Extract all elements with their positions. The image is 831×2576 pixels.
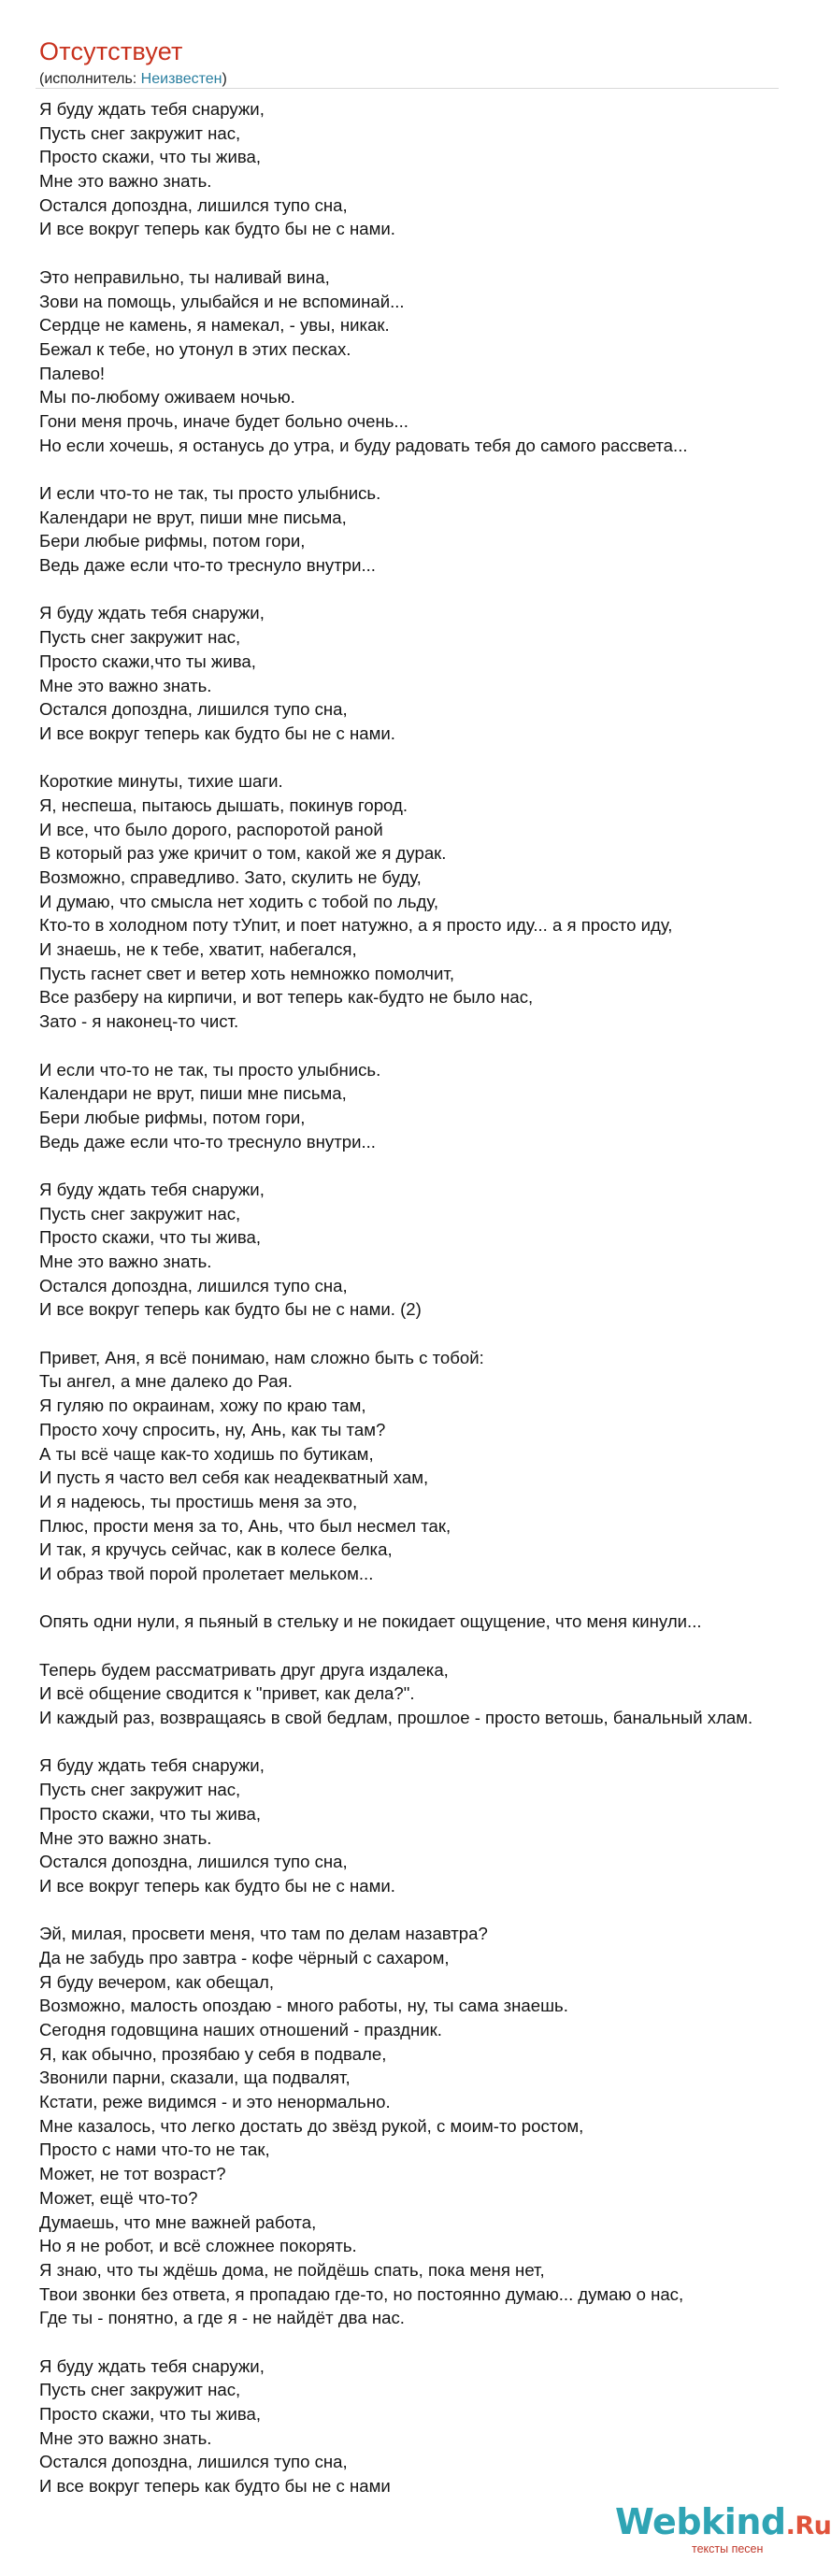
lyric-line: Просто скажи,что ты жива, bbox=[39, 651, 256, 671]
artist-link[interactable]: Неизвестен bbox=[140, 71, 222, 87]
lyric-line: И если что-то не так, ты просто улыбнись. bbox=[39, 483, 381, 503]
lyric-line: Кстати, реже видимся - и это ненормально. bbox=[39, 2092, 391, 2112]
lyric-line: В который раз уже кричит о том, какой же я дурак. bbox=[39, 843, 447, 864]
lyric-line: Пусть снег закружит нас, bbox=[39, 122, 241, 143]
lyric-line: Но я не робот, и всё сложнее покорять. bbox=[39, 2236, 357, 2256]
lyric-line: Просто скажи, что ты жива, bbox=[39, 2404, 262, 2424]
lyric-line: Остался допоздна, лишился тупо сна, bbox=[39, 1275, 348, 1295]
lyric-line: Ты ангел, а мне далеко до Рая. bbox=[39, 1371, 293, 1392]
lyric-line: Это неправильно, ты наливай вина, bbox=[39, 266, 330, 287]
lyric-line: Гони меня прочь, иначе будет больно очень... bbox=[39, 410, 408, 431]
lyric-line: Может, не тот возраст? bbox=[39, 2164, 226, 2184]
lyric-line: Просто скажи, что ты жива, bbox=[39, 147, 262, 167]
logo-name: Webkind bbox=[615, 2501, 786, 2542]
stanza-break bbox=[39, 457, 811, 481]
lyric-line: Я, неспеша, пытаюсь дышать, покинув город. bbox=[39, 794, 408, 815]
lyric-line: Бери любые рифмы, потом гори, bbox=[39, 1107, 306, 1127]
lyric-line: Я буду ждать тебя снаружи, bbox=[39, 603, 265, 623]
lyric-line: Я буду ждать тебя снаружи, bbox=[39, 1755, 265, 1776]
lyric-line: Остался допоздна, лишился тупо сна, bbox=[39, 699, 348, 720]
artist-suffix: ) bbox=[222, 71, 227, 87]
lyric-line: Палево! bbox=[39, 363, 106, 383]
logo-tagline: тексты песен bbox=[692, 2542, 764, 2555]
lyric-line: Бери любые рифмы, потом гори, bbox=[39, 531, 306, 551]
lyric-line: И так, я кручусь сейчас, как в колесе белка, bbox=[39, 1539, 393, 1560]
stanza-break bbox=[39, 1322, 811, 1346]
stanza-break bbox=[39, 1898, 811, 1923]
stanza-break bbox=[39, 1634, 811, 1658]
lyric-line: Остался допоздна, лишился тупо сна, bbox=[39, 1852, 348, 1872]
lyric-line: Остался допоздна, лишился тупо сна, bbox=[39, 194, 348, 215]
lyric-line: Да не забудь про завтра - кофе чёрный с сахаром, bbox=[39, 1947, 450, 1968]
lyric-line: Я гуляю по окраинам, хожу по краю там, bbox=[39, 1395, 366, 1416]
lyric-line: Теперь будем рассматривать друг друга издалека, bbox=[39, 1659, 449, 1680]
stanza-break bbox=[39, 578, 811, 602]
lyrics-text bbox=[39, 97, 811, 2498]
lyric-line: Ведь даже если что-то треснуло внутри... bbox=[39, 1131, 376, 1152]
webkind-logo[interactable] bbox=[615, 2501, 831, 2555]
lyric-line: И пусть я часто вел себя как неадекватный хам, bbox=[39, 1467, 429, 1488]
lyric-line: Календари не врут, пиши мне письма, bbox=[39, 1083, 347, 1104]
lyric-line: Все разберу на кирпичи, и вот теперь как-будто не было нас, bbox=[39, 987, 534, 1008]
lyric-line: Мне это важно знать. bbox=[39, 2427, 212, 2448]
lyric-line: И если что-то не так, ты просто улыбнись. bbox=[39, 1059, 381, 1080]
lyric-line: И я надеюсь, ты простишь меня за это, bbox=[39, 1491, 358, 1511]
lyric-line: Пусть снег закружит нас, bbox=[39, 1780, 241, 1800]
lyric-line: И образ твой порой пролетает мельком... bbox=[39, 1563, 374, 1583]
lyric-line: Пусть снег закружит нас, bbox=[39, 627, 241, 648]
lyric-line: И знаешь, не к тебе, хватит, набегался, bbox=[39, 939, 357, 960]
lyric-line: Короткие минуты, тихие шаги. bbox=[39, 771, 283, 792]
lyric-line: Остался допоздна, лишился тупо сна, bbox=[39, 2452, 348, 2472]
stanza-break bbox=[39, 241, 811, 265]
lyric-line: Возможно, справедливо. Зато, скулить не буду, bbox=[39, 867, 422, 887]
lyric-line: Мне это важно знать. bbox=[39, 171, 212, 192]
lyric-line: Просто хочу спросить, ну, Ань, как ты там? bbox=[39, 1419, 386, 1439]
lyric-line: Думаешь, что мне важней работа, bbox=[39, 2211, 317, 2232]
lyric-line: Мы по-любому оживаем ночью. bbox=[39, 387, 295, 408]
lyric-line: И все вокруг теперь как будто бы не с нами bbox=[39, 2476, 391, 2497]
lyric-line: Я буду ждать тебя снаружи, bbox=[39, 2355, 265, 2376]
lyric-line: Привет, Аня, я всё понимаю, нам сложно быть с тобой: bbox=[39, 1347, 484, 1367]
lyric-line: Я буду вечером, как обещал, bbox=[39, 1971, 275, 1992]
lyric-line: Возможно, малость опоздаю - много работы, ну, ты сама знаешь. bbox=[39, 1996, 568, 2016]
lyric-line: Сердце не камень, я намекал, - увы, никак. bbox=[39, 315, 390, 336]
title-divider bbox=[36, 88, 779, 89]
lyric-line: Мне это важно знать. bbox=[39, 1252, 212, 1271]
lyric-line: Мне казалось, что легко достать до звёзд рукой, с моим-то ростом, bbox=[39, 2115, 584, 2136]
lyric-line: А ты всё чаще как-то ходишь по бутикам, bbox=[39, 1443, 374, 1464]
lyric-line: Зато - я наконец-то чист. bbox=[39, 1011, 239, 1032]
lyric-line: И все вокруг теперь как будто бы не с нами. bbox=[39, 1875, 395, 1896]
logo-wordmark bbox=[615, 2501, 831, 2542]
song-title: Отсутствует bbox=[39, 37, 183, 65]
lyric-line: Просто скажи, что ты жива, bbox=[39, 1227, 262, 1248]
artist-line bbox=[39, 71, 227, 88]
lyric-line: Бежал к тебе, но утонул в этих песках. bbox=[39, 338, 351, 359]
lyric-line: И все, что было дорого, распоротой раной bbox=[39, 819, 383, 839]
lyric-line: И все вокруг теперь как будто бы не с нами. bbox=[39, 219, 395, 239]
lyric-line: Просто с нами что-то не так, bbox=[39, 2140, 270, 2160]
logo-tld: .Ru bbox=[785, 2512, 831, 2540]
lyric-line: Кто-то в холодном поту тУпит, и поет натужно, а я просто иду... а я просто иду, bbox=[39, 915, 673, 936]
lyric-line: Я, как обычно, прозябаю у себя в подвале, bbox=[39, 2043, 387, 2064]
lyric-line: Плюс, прости меня за то, Ань, что был несмел так, bbox=[39, 1515, 451, 1536]
lyric-line: Где ты - понятно, а где я - не найдёт два нас. bbox=[39, 2308, 405, 2328]
lyric-line: Я буду ждать тебя снаружи, bbox=[39, 1179, 265, 1199]
lyric-line: Я знаю, что ты ждёшь дома, не пойдёшь спать, пока меня нет, bbox=[39, 2259, 545, 2280]
lyric-line: И думаю, что смысла нет ходить с тобой по льду, bbox=[39, 891, 438, 911]
stanza-break bbox=[39, 746, 811, 770]
lyric-line: И всё общение сводится к "привет, как дела?". bbox=[39, 1683, 415, 1704]
lyric-line: Сегодня годовщина наших отношений - праздник. bbox=[39, 2020, 442, 2039]
lyric-line: Эй, милая, просвети меня, что там по делам назавтра? bbox=[39, 1924, 488, 1944]
artist-prefix: (исполнитель: bbox=[39, 71, 141, 87]
lyric-line: Но если хочешь, я останусь до утра, и буду радовать тебя до самого рассвета... bbox=[39, 435, 688, 455]
lyric-line: Ведь даже если что-то треснуло внутри... bbox=[39, 555, 376, 576]
lyric-line: Пусть снег закружит нас, bbox=[39, 2380, 241, 2400]
stanza-break bbox=[39, 1034, 811, 1058]
stanza-break bbox=[39, 2330, 811, 2354]
lyric-line: Мне это важно знать. bbox=[39, 1827, 212, 1848]
lyric-line: Я буду ждать тебя снаружи, bbox=[39, 99, 265, 119]
lyric-line: Звонили парни, сказали, ща подвалят, bbox=[39, 2068, 351, 2088]
stanza-break bbox=[39, 1153, 811, 1178]
lyric-line: И все вокруг теперь как будто бы не с нами. (2) bbox=[39, 1299, 422, 1320]
lyric-line: И каждый раз, возвращаясь в свой бедлам, прошлое - просто ветошь, банальный хлам. bbox=[39, 1708, 753, 1728]
lyric-line: Зови на помощь, улыбайся и не вспоминай... bbox=[39, 291, 405, 311]
lyric-line: Пусть снег закружит нас, bbox=[39, 1203, 241, 1224]
stanza-break bbox=[39, 1730, 811, 1754]
stanza-break bbox=[39, 1586, 811, 1610]
lyric-line: Просто скажи, что ты жива, bbox=[39, 1803, 262, 1824]
lyric-line: Мне это важно знать. bbox=[39, 675, 212, 695]
lyric-line: И все вокруг теперь как будто бы не с нами. bbox=[39, 723, 395, 743]
lyric-line: Опять одни нули, я пьяный в стельку и не покидает ощущение, что меня кинули... bbox=[39, 1611, 702, 1632]
lyric-line: Твои звонки без ответа, я пропадаю где-то, но постоянно думаю... думаю о нас, bbox=[39, 2283, 684, 2304]
lyric-line: Календари не врут, пиши мне письма, bbox=[39, 507, 347, 527]
lyric-line: Может, ещё что-то? bbox=[39, 2187, 198, 2208]
lyric-line: Пусть гаснет свет и ветер хоть немножко помолчит, bbox=[39, 963, 455, 983]
